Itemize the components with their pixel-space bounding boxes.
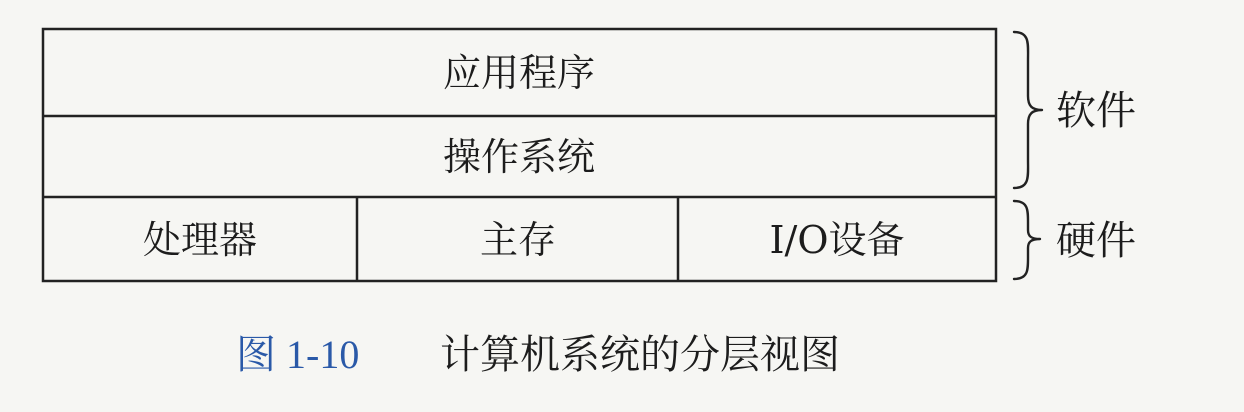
figure-number: 图 1-10 — [236, 332, 360, 377]
processor-label: 处理器 — [142, 218, 258, 262]
software-label: 软件 — [1056, 88, 1136, 134]
software-brace — [1014, 32, 1042, 188]
main-memory-label: 主存 — [479, 218, 557, 262]
hardware-brace — [1014, 201, 1040, 279]
operating-system-layer-label: 操作系统 — [442, 135, 596, 179]
io-devices-label: I/O设备 — [769, 218, 905, 262]
application-layer-label: 应用程序 — [442, 51, 596, 95]
figure-title: 计算机系统的分层视图 — [440, 332, 840, 378]
hardware-label: 硬件 — [1056, 218, 1136, 264]
